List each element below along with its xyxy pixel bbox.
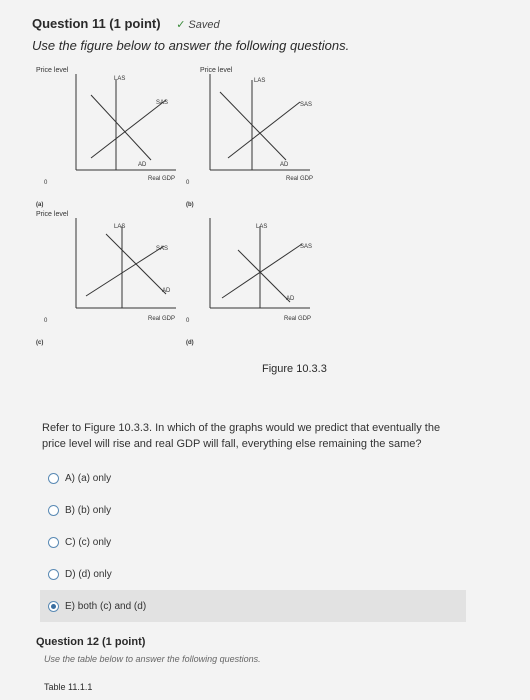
- next-question-instruction: Use the table below to answer the following questions.: [44, 654, 261, 664]
- option-b[interactable]: [40, 494, 466, 526]
- graph-b-sas-curve: [228, 102, 300, 158]
- graph-d-ad-label: AD: [286, 296, 295, 302]
- graph-d-sas-label: SAS: [300, 244, 313, 250]
- question-prompt: Refer to Figure 10.3.3. In which of the graphs would we predict that eventually the price level will rise and real GDP will fall, everything else remaining the same?: [42, 422, 441, 450]
- graph-d-las-label: LAS: [256, 224, 268, 230]
- graph-a-ad-curve: [91, 95, 151, 160]
- option-letter: A): [65, 472, 75, 484]
- option-letter: E): [65, 600, 75, 612]
- graph-b-sas-label: SAS: [300, 102, 313, 108]
- graph-c-origin: 0: [44, 318, 48, 324]
- option-letter: B): [65, 504, 75, 516]
- option-text: (c) only: [78, 536, 112, 548]
- graph-a-las-label: LAS: [114, 76, 126, 82]
- graph-a-ad-label: AD: [138, 162, 147, 168]
- graph-c-xlabel: Real GDP: [148, 316, 176, 322]
- graph-c: [36, 211, 176, 346]
- graph-a-sas-label: SAS: [156, 100, 169, 106]
- option-letter: D): [65, 568, 76, 580]
- graph-c-las-label: LAS: [114, 224, 126, 230]
- option-a[interactable]: [40, 462, 466, 494]
- graph-d: [186, 218, 312, 346]
- option-text: both (c) and (d): [77, 600, 147, 612]
- checkmark-icon: ✓: [176, 19, 186, 31]
- graph-b-ad-label: AD: [280, 162, 289, 168]
- option-e[interactable]: [40, 590, 466, 622]
- figure-caption: Figure 10.3.3: [262, 363, 327, 375]
- option-d[interactable]: [40, 558, 466, 590]
- graph-c-sas-label: SAS: [156, 246, 169, 252]
- graph-b-ylabel: Price level: [200, 67, 233, 74]
- graph-b-xlabel: Real GDP: [286, 176, 314, 182]
- graph-d-panel: (d): [186, 340, 194, 346]
- graph-a-origin: 0: [44, 180, 48, 186]
- graph-a: [36, 67, 176, 208]
- option-text: (d) only: [78, 568, 112, 580]
- option-text: (a) only: [77, 472, 112, 484]
- graph-a-sas-curve: [91, 100, 169, 158]
- graph-c-ad-label: AD: [162, 288, 171, 294]
- graph-b: [186, 67, 313, 208]
- question-instruction: Use the figure below to answer the following questions.: [32, 38, 350, 53]
- radio-button-icon[interactable]: [48, 473, 59, 484]
- graph-c-panel: (c): [36, 340, 44, 346]
- graph-a-xlabel: Real GDP: [148, 176, 176, 182]
- graph-d-origin: 0: [186, 318, 190, 324]
- answer-options: [40, 462, 466, 622]
- graph-c-ylabel: Price level: [36, 211, 69, 218]
- graph-d-xlabel: Real GDP: [284, 316, 312, 322]
- saved-status: [176, 19, 219, 31]
- saved-label: Saved: [188, 19, 220, 31]
- radio-button-icon[interactable]: [48, 505, 59, 516]
- question-title: Question 11 (1 point): [32, 16, 161, 31]
- graph-a-ylabel: Price level: [36, 67, 69, 74]
- graph-b-origin: 0: [186, 180, 190, 186]
- radio-button-icon[interactable]: [48, 537, 59, 548]
- next-question-title: Question 12 (1 point): [36, 636, 146, 648]
- question-header: [32, 16, 220, 31]
- graph-d-sas-curve: [222, 244, 302, 298]
- option-letter: C): [65, 536, 76, 548]
- option-c[interactable]: [40, 526, 466, 558]
- graph-b-las-label: LAS: [254, 78, 266, 84]
- radio-button-icon[interactable]: [48, 569, 59, 580]
- graph-a-panel: (a): [36, 202, 44, 208]
- graph-b-ad-curve: [220, 92, 286, 160]
- radio-button-selected-icon[interactable]: [48, 601, 59, 612]
- option-text: (b) only: [77, 504, 112, 516]
- figure-graphs: [28, 60, 348, 360]
- table-label: Table 11.1.1: [44, 682, 93, 692]
- graph-b-panel: (b): [186, 202, 194, 208]
